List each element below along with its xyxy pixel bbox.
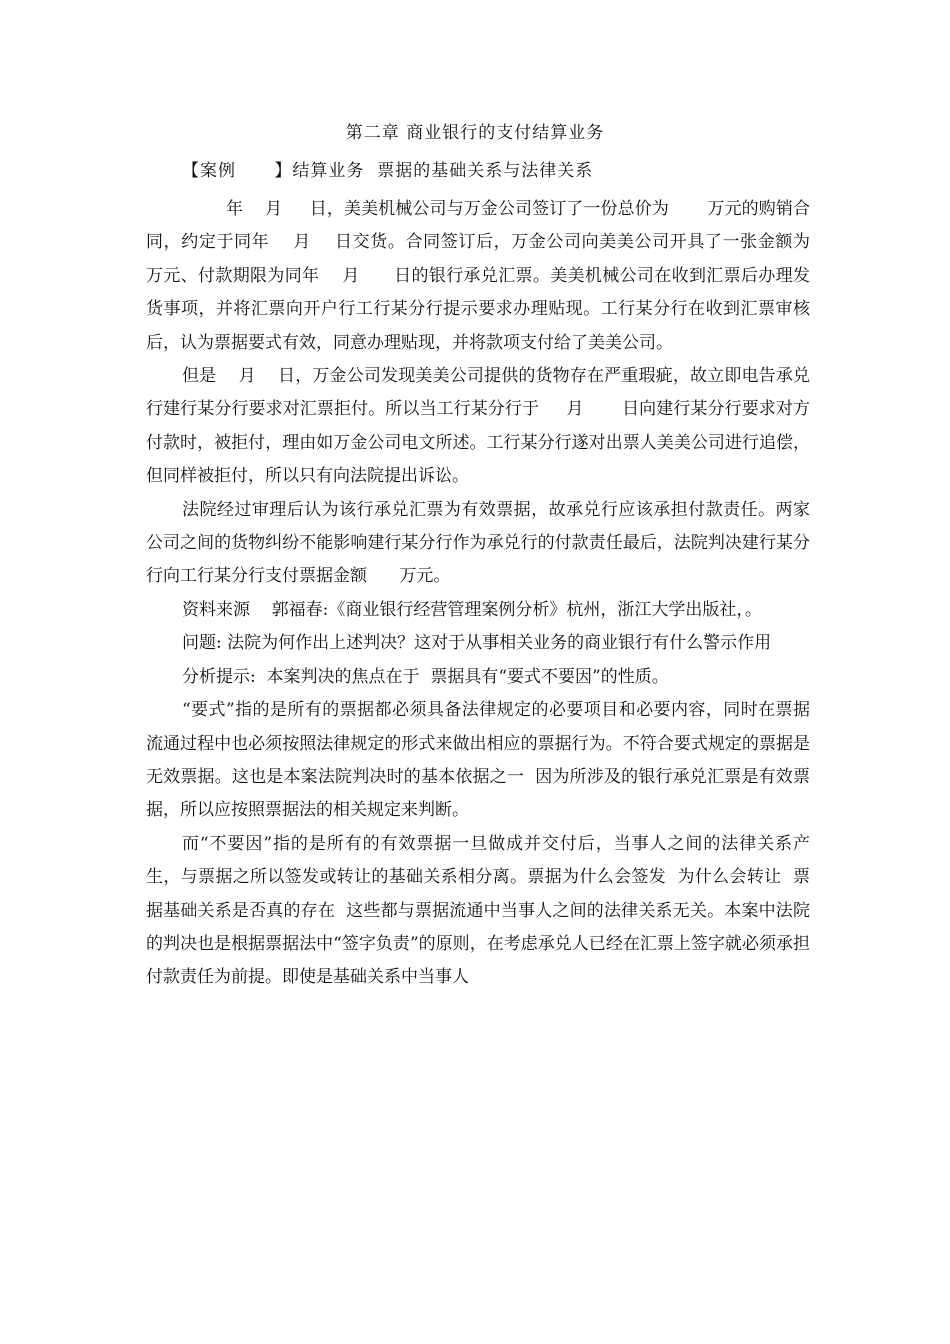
paragraph-formal-requirement: “要式”指的是所有的票据都必须具备法律规定的必要项目和必要内容，同时在票据流通过程中也必须按照法律规定的形式来做出相应的票据行为。不符合要式规定的票据是无效票据。这也是本案法院判决时的基本依据之一 因为所涉及的银行承兑汇票是有效票据，所以应按照票据法的相关规定来判断。 [146,700,810,821]
paragraph-court-ruling: 法院经过审理后认为该行承兑汇票为有效票据，故承兑行应该承担付款责任。两家公司之间的货物纠纷不能影响建行某分行作为承兑行的付款责任最后，法院判决建行某分行向工行某分行支付票据金额 万元。 [146,499,810,587]
paragraph-refusal: 但是 月 日，万金公司发现美美公司提供的货物存在严重瑕疵，故立即电告承兑行建行某分行要求对汇票拒付。所以当工行某分行于 月 日向建行某分行要求对方付款时，被拒付，理由如万金公司电文所述。工行某分行遂对出票人美美公司进行追偿，但同样被拒付，所以只有向法院提出诉讼。 [146,366,810,487]
chapter-title: 第二章 商业银行的支付结算业务 [345,123,605,143]
paragraph-non-causal: 而“不要因”指的是所有的有效票据一旦做成并交付后，当事人之间的法律关系产生，与票据之所以签发或转让的基础关系相分离。票据为什么会签发 为什么会转让 票据基础关系是否真的存在 这些都与票据流通中当事人之间的法律关系无关。本案中法院的判决也是根据票据法中“签字负责”的原则，在考虑承兑人已经在汇票上签字就必须承担付款责任为前提。即使是基础关系中当事人 [146,833,810,988]
paragraph-question: 问题: 法院为何作出上述判决？这对于从事相关业务的商业银行有什么警示作用 [182,633,772,654]
document-body [146,193,848,995]
paragraph-source: 资料来源 郭福春:《商业银行经营管理案例分析》杭州，浙江大学出版社，。 [182,599,762,620]
case-heading: 【案例 】结算业务 票据的基础关系与法律关系 [182,161,594,181]
paragraph-case-facts: 年 月 日，美美机械公司与万金公司签订了一份总价为 万元的购销合同，约定于同年 月 日交货。合同签订后，万金公司向美美公司开具了一张金额为 万元、付款期限为同年 月 日的银行承兑汇票。美美机械公司在收到汇票后办理发货事项，并将汇票向开户行工行某分行提示要求办理贴现。工行某分行在收到汇票审核后，认为票据要式有效，同意办理贴现，并将款项支付给了美美公司。 [146,199,848,353]
paragraph-analysis-hint: 分析提示: 本案判决的焦点在于 票据具有“要式不要因”的性质。 [182,666,669,687]
